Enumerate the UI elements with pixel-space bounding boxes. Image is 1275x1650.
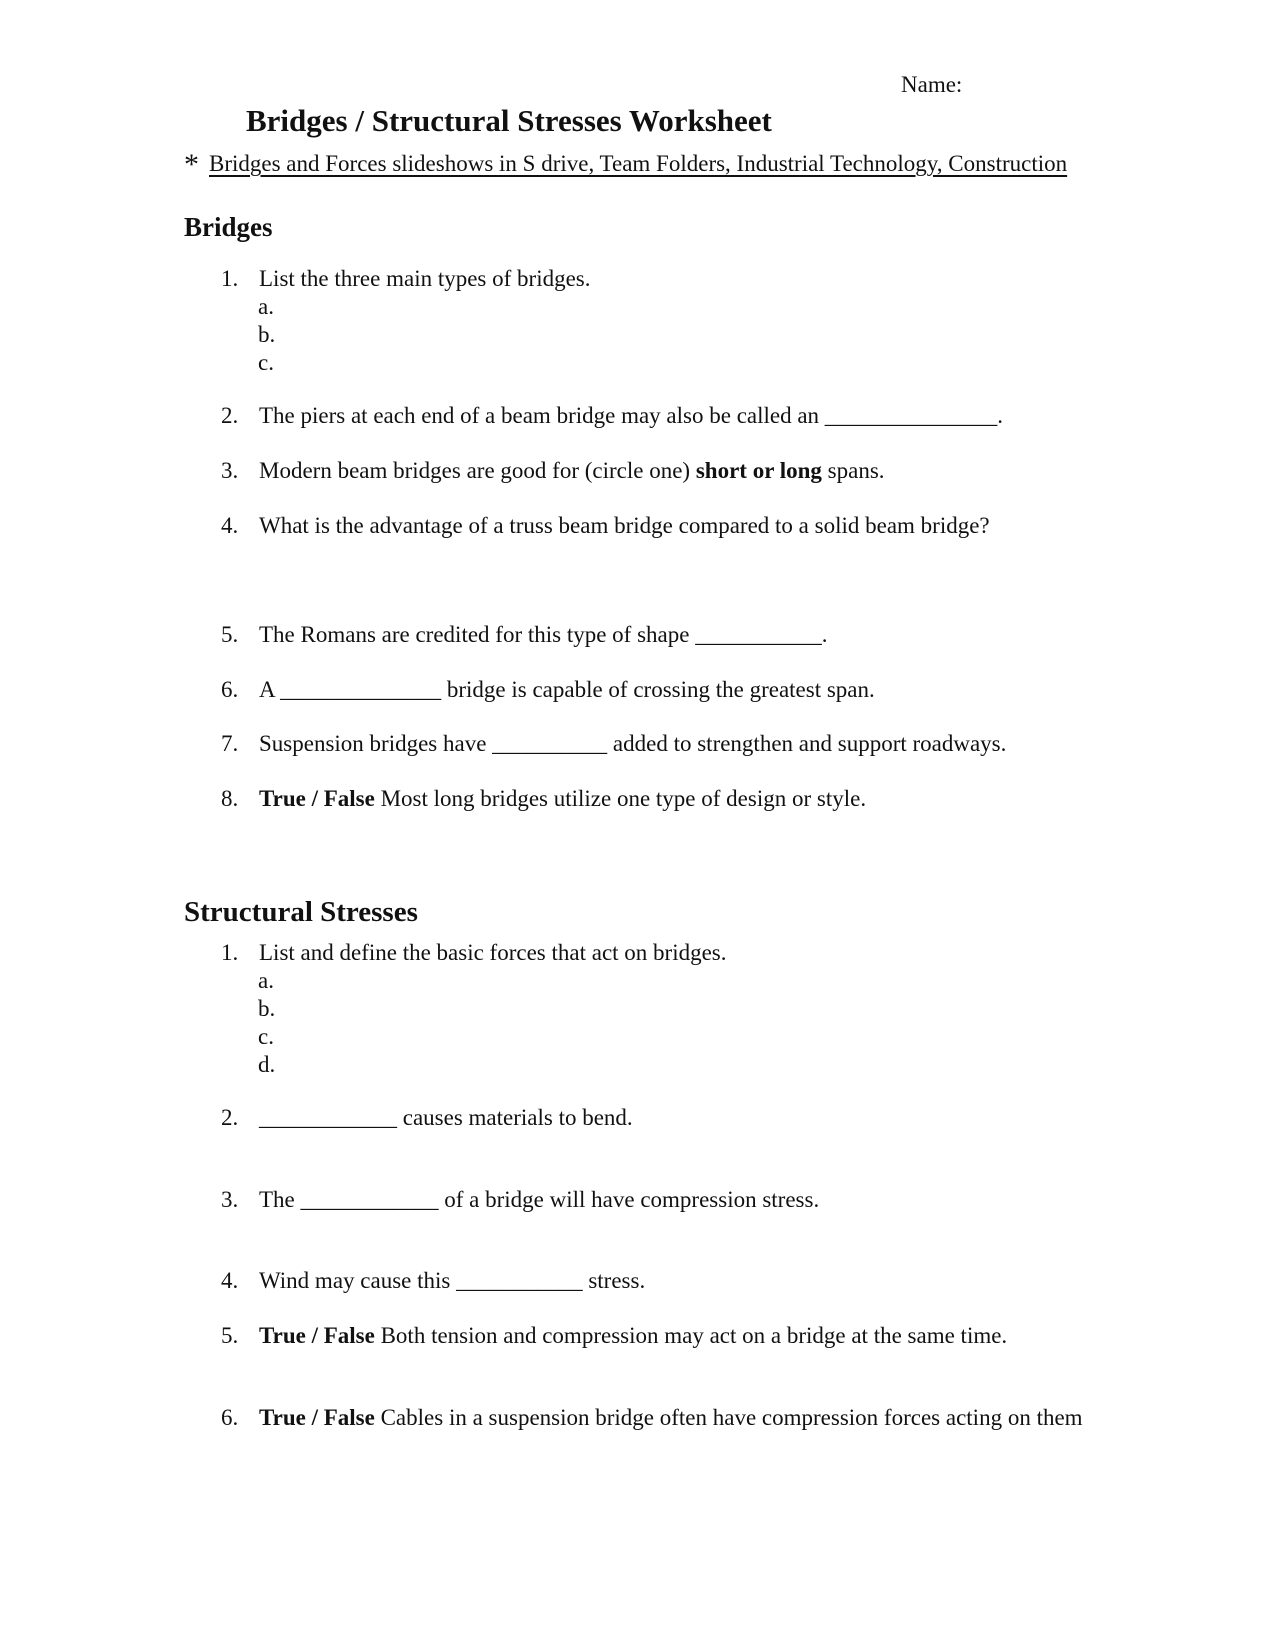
- question-text: Suspension bridges have __________ added to strengthen and support roadways.: [259, 731, 1007, 756]
- question-text: What is the advantage of a truss beam bridge compared to a solid beam bridge?: [259, 513, 990, 538]
- bridges-question-1: [221, 266, 591, 292]
- resource-note: [184, 145, 1067, 179]
- stresses-question-1: [221, 940, 727, 966]
- stresses-question-2: [221, 1105, 633, 1131]
- answer-letter-c: c.: [258, 350, 274, 375]
- resource-note-text: Bridges and Forces slideshows in S drive, Team Folders, Industrial Technology, Construction: [209, 151, 1068, 176]
- section-heading-structural-stresses: Structural Stresses: [184, 896, 418, 928]
- worksheet-title: Bridges / Structural Stresses Worksheet: [246, 103, 772, 138]
- question-number: 3.: [221, 1187, 239, 1212]
- question-number: 2.: [221, 1105, 239, 1130]
- bridges-question-8: [221, 786, 866, 812]
- stresses-question-6: [221, 1405, 1083, 1431]
- bridges-question-7: [221, 731, 1006, 757]
- question-text: The piers at each end of a beam bridge may also be called an _______________.: [259, 403, 1004, 428]
- question-text: List the three main types of bridges.: [259, 266, 591, 291]
- bridges-question-4: [221, 513, 990, 539]
- question-text: List and define the basic forces that act on bridges.: [259, 940, 727, 965]
- question-number: 4.: [221, 1268, 239, 1293]
- question-text: Wind may cause this ___________ stress.: [259, 1268, 646, 1293]
- question-number: 5.: [221, 622, 239, 647]
- bridges-question-6: [221, 677, 875, 703]
- question-text: Most long bridges utilize one type of design or style.: [374, 786, 867, 811]
- answer-letter-d: d.: [258, 1052, 276, 1077]
- bridges-question-5: [221, 622, 827, 648]
- question-text: Both tension and compression may act on a bridge at the same time.: [374, 1323, 1008, 1348]
- question-text: The Romans are credited for this type of shape ___________.: [259, 622, 828, 647]
- question-number: 1.: [221, 940, 239, 965]
- true-false-label: True / False: [259, 1323, 375, 1348]
- asterisk-marker: *: [184, 148, 199, 181]
- answer-letter-b: b.: [258, 322, 276, 347]
- question-text: ____________ causes materials to bend.: [259, 1105, 633, 1130]
- stresses-question-3: [221, 1187, 819, 1213]
- answer-letter-a: a.: [258, 968, 274, 993]
- question-number: 7.: [221, 731, 239, 756]
- question-number: 8.: [221, 786, 239, 811]
- answer-letter-b: b.: [258, 996, 276, 1021]
- true-false-label: True / False: [259, 786, 375, 811]
- section-heading-bridges: Bridges: [184, 212, 273, 242]
- name-label: Name:: [901, 72, 963, 97]
- question-text: The ____________ of a bridge will have compression stress.: [259, 1187, 820, 1212]
- question-number: 5.: [221, 1323, 239, 1348]
- true-false-label: True / False: [259, 1405, 375, 1430]
- question-text-end: spans.: [821, 458, 885, 483]
- question-number: 2.: [221, 403, 239, 428]
- question-number: 6.: [221, 677, 239, 702]
- question-number: 1.: [221, 266, 239, 291]
- question-emphasis: short or long: [695, 458, 822, 483]
- bridges-question-3: [221, 458, 885, 484]
- question-number: 4.: [221, 513, 239, 538]
- bridges-question-2: [221, 403, 1003, 429]
- question-number: 3.: [221, 458, 239, 483]
- question-number: 6.: [221, 1405, 239, 1430]
- question-text: A ______________ bridge is capable of crossing the greatest span.: [259, 677, 875, 702]
- stresses-question-4: [221, 1268, 645, 1294]
- question-text: Modern beam bridges are good for (circle one): [259, 458, 696, 483]
- answer-letter-a: a.: [258, 294, 274, 319]
- answer-letter-c: c.: [258, 1024, 274, 1049]
- question-text: Cables in a suspension bridge often have compression forces acting on them: [374, 1405, 1083, 1430]
- stresses-question-5: [221, 1323, 1007, 1349]
